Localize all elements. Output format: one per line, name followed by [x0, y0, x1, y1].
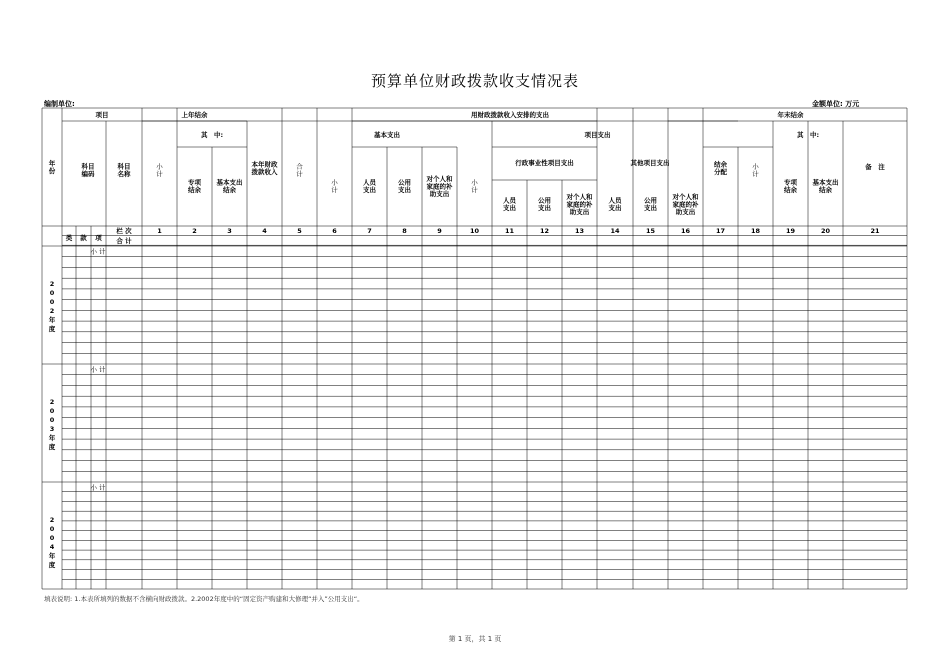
header-balance-distribution: 分配: [714, 168, 727, 177]
header-public-2: 公用: [538, 196, 551, 205]
table-labels: [49, 110, 886, 569]
header-subsidy-3: 家庭的补: [672, 200, 699, 209]
header-project: 项目: [95, 111, 109, 119]
header-project-expenditure: 项目支出: [584, 131, 611, 139]
year-group-label: 0: [49, 407, 55, 415]
year-group-label: 0: [49, 298, 55, 306]
header-personnel-2: 支出: [503, 204, 516, 213]
header-subsidy-3: 对个人和: [672, 192, 699, 201]
header-subject-code: 科目: [81, 162, 95, 171]
header-year-end-balance: 年末结余: [777, 111, 804, 119]
header-special-balance: 结余: [188, 186, 201, 195]
header-basic-expenditure: 基本支出: [374, 131, 400, 139]
year-group-label: 2: [49, 280, 55, 288]
header-last-year-balance: 上年结余: [181, 111, 208, 119]
header-end-special: 结余: [784, 186, 797, 195]
column-number: 10: [469, 227, 480, 235]
year-group-label: 度: [48, 561, 56, 569]
year-group-label: 度: [48, 443, 56, 451]
column-number: 6: [332, 227, 337, 235]
header-subtotal: 小: [156, 162, 163, 171]
header-remarks: 备 注: [865, 163, 885, 171]
header-public-3: 公用: [644, 196, 657, 205]
header-balance-distribution: 结余: [714, 160, 727, 169]
preparer-unit-label: 编制单位:: [44, 100, 75, 108]
header-public: 支出: [398, 186, 411, 195]
header-total: 计: [296, 170, 303, 179]
header-of-which: 其 中:: [200, 131, 224, 139]
column-number: 18: [750, 227, 761, 235]
header-subtotal: 计: [156, 170, 163, 179]
column-number: 16: [680, 227, 691, 235]
amount-unit-label: 金额单位: 万元: [812, 100, 860, 108]
header-column-index: 栏 次: [116, 227, 132, 235]
header-of-which-2: 其 中:: [796, 131, 820, 139]
header-basic-balance: 结余: [223, 186, 236, 195]
header-project-subtotal: 小: [471, 178, 478, 187]
header-subject-name: 科目: [117, 162, 131, 171]
group-subtotal: 小 计: [90, 365, 106, 374]
header-xiang: 项: [95, 234, 102, 242]
header-personnel: 支出: [363, 186, 376, 195]
year-group-label: 0: [49, 525, 55, 533]
header-admin-project: 行政事业性项目支出: [515, 159, 574, 167]
column-number: 21: [870, 227, 880, 235]
header-project-subtotal: 计: [471, 186, 478, 195]
header-subsidy-2: 对个人和: [566, 192, 593, 201]
column-number: 4: [262, 227, 267, 235]
column-number: 2: [192, 227, 197, 235]
header-personnel-3: 支出: [608, 204, 622, 213]
header-this-year-income: 拨款收入: [251, 168, 278, 177]
header-this-year-income: 本年财政: [251, 160, 278, 169]
header-public-3: 支出: [644, 204, 657, 213]
column-number: 14: [610, 227, 620, 235]
header-subsidy-2: 助支出: [569, 207, 590, 216]
header-subsidy: 家庭的补: [426, 182, 453, 191]
year-group-label: 年: [48, 434, 56, 442]
year-group-label: 度: [48, 325, 56, 333]
column-number: 7: [367, 227, 372, 235]
header-public-2: 支出: [538, 204, 551, 213]
year-group-label: 2: [49, 307, 55, 315]
header-subsidy: 对个人和: [426, 174, 453, 183]
group-subtotal: 小 计: [90, 483, 106, 492]
header-personnel: 人员: [363, 178, 376, 187]
header-year: 份: [48, 167, 56, 176]
header-personnel-2: 人员: [503, 196, 516, 205]
group-subtotal: 小 计: [90, 247, 106, 256]
header-special-balance: 专项: [188, 178, 201, 187]
report-title: 预算单位财政拨款收支情况表: [370, 72, 579, 90]
page-footer: 第 1 页，共 1 页: [448, 635, 502, 643]
header-lei: 类: [65, 234, 73, 242]
header-expenditure: 用财政拨款收入安排的支出: [471, 111, 549, 119]
header-personnel-3: 人员: [608, 196, 622, 205]
header-public: 公用: [398, 178, 411, 187]
column-number: 1: [157, 227, 162, 235]
column-number: 5: [297, 227, 302, 235]
column-number: 8: [402, 227, 407, 235]
column-number: 20: [820, 227, 831, 235]
column-number: 19: [785, 227, 796, 235]
header-subsidy: 助支出: [429, 189, 450, 198]
year-group-label: 4: [49, 543, 55, 551]
year-group-label: 0: [49, 289, 55, 297]
header-subsidy-3: 助支出: [675, 207, 696, 216]
column-number: 12: [539, 227, 550, 235]
column-number: 9: [437, 227, 442, 235]
header-year: 年: [48, 159, 56, 168]
column-number: 3: [227, 227, 232, 235]
column-number: 13: [574, 227, 585, 235]
year-group-label: 0: [49, 534, 55, 542]
year-group-label: 0: [49, 416, 55, 424]
header-kuan: 款: [80, 234, 87, 242]
year-group-label: 2: [49, 398, 55, 406]
column-number: 17: [715, 227, 726, 235]
header-subsidy-2: 家庭的补: [566, 200, 593, 209]
year-group-label: 年: [48, 316, 56, 324]
year-group-label: 2: [49, 516, 55, 524]
header-subject-name: 名称: [117, 170, 131, 179]
header-end-subtotal: 计: [752, 170, 759, 179]
column-number: 11: [504, 227, 515, 235]
header-end-subtotal: 小: [752, 162, 759, 171]
header-total: 合: [296, 162, 303, 171]
year-group-label: 年: [48, 552, 56, 560]
header-basic-subtotal: 计: [331, 186, 338, 195]
header-basic-subtotal: 小: [331, 178, 338, 187]
header-end-basic: 结余: [819, 186, 832, 195]
header-end-special: 专项: [784, 178, 797, 187]
column-number: 15: [645, 227, 656, 235]
header-basic-balance: 基本支出: [216, 178, 243, 187]
header-end-basic: 基本支出: [812, 178, 839, 187]
year-group-label: 3: [49, 425, 55, 433]
header-subject-code: 编码: [81, 170, 95, 179]
fill-instructions: 填表说明: 1.本表所填列的数据不含横向财政拨款。2.2002年度中的“固定资产购建和大修理“并入”公用支出“。: [44, 595, 364, 603]
header-other-project: 其他项目支出: [630, 159, 670, 167]
header-grand-total: 合 计: [116, 237, 132, 245]
